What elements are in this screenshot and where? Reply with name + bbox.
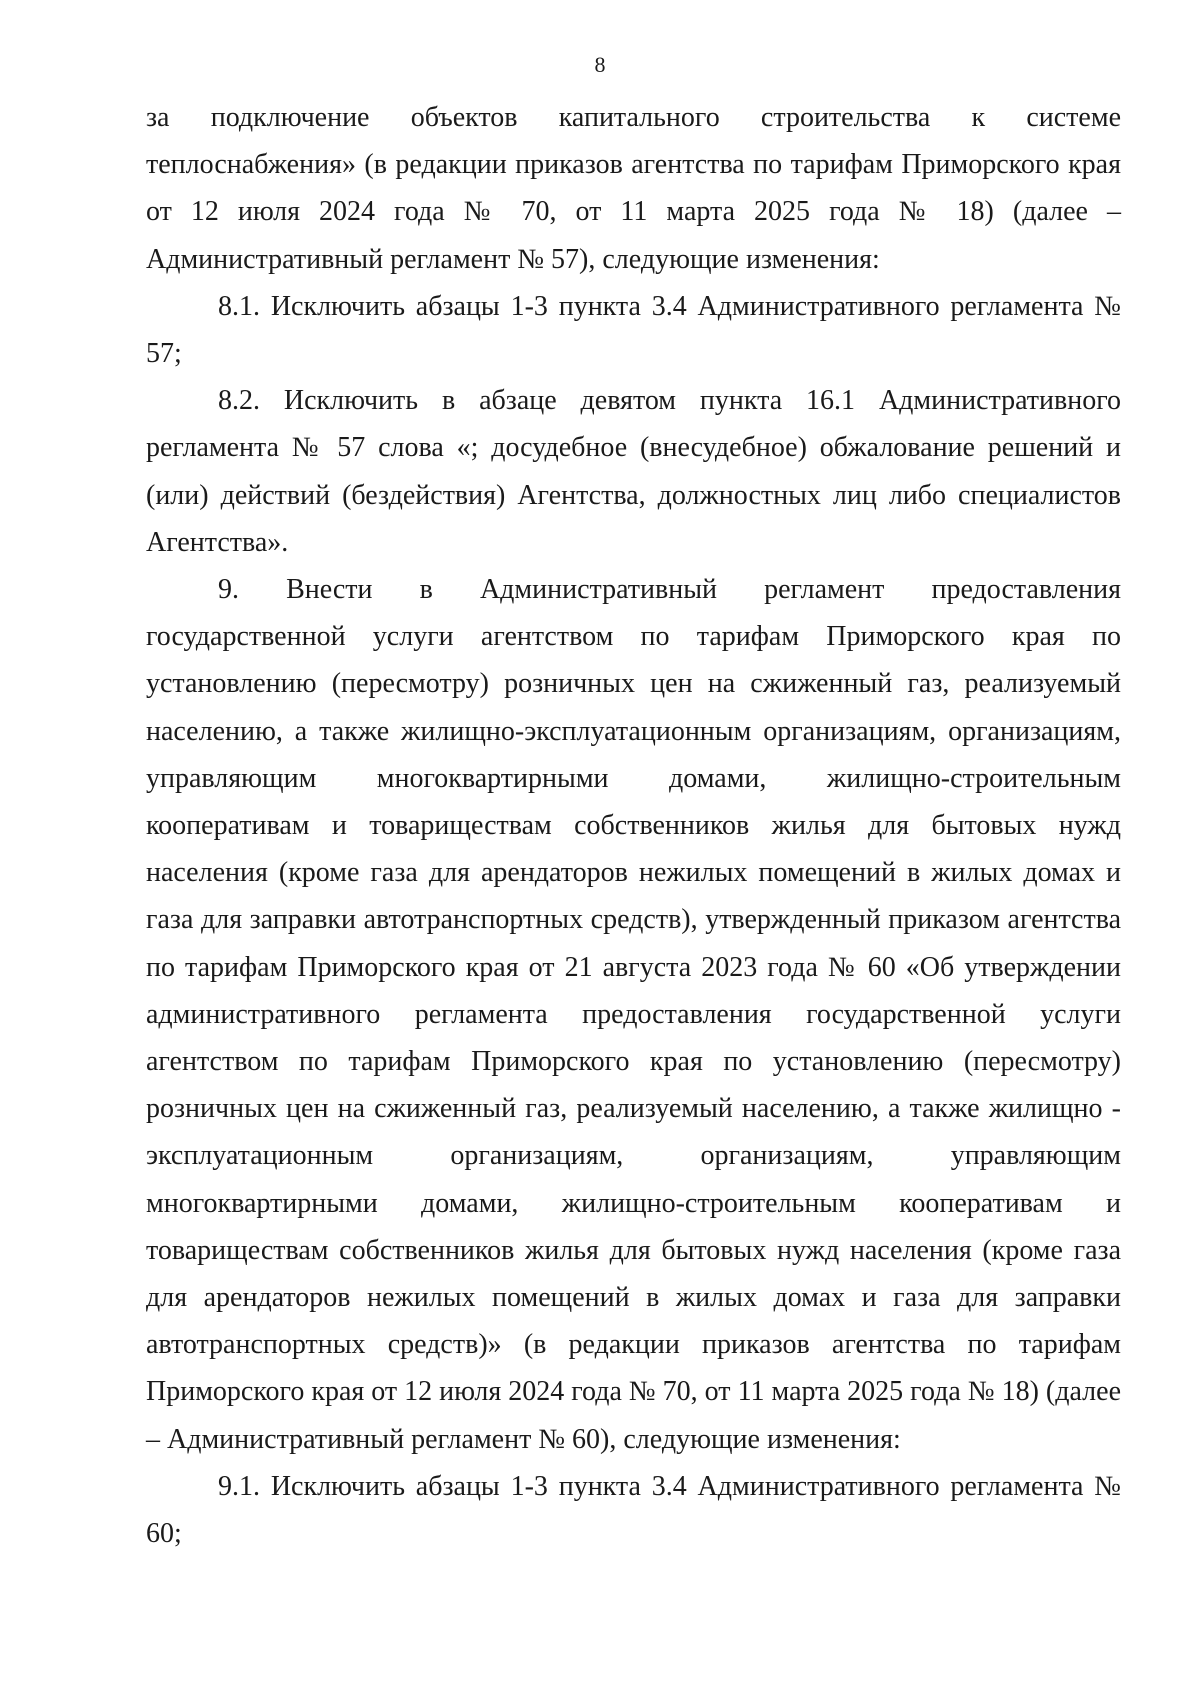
page-number: 8 — [594, 52, 606, 77]
paragraph-9: 9. Внести в Административный регламент предоставления государственной услуги агентством по тарифам Приморского края по установлению (пересмотру) розничных цен на сжиженный газ, реализуемый населению, а также жилищно-эксплуатационным организациям, организациям, управляющим многоквартирными домами, жилищно-строительным кооперативам и товариществам собственников жилья для бытовых нужд населения (кроме газа для арендаторов нежилых помещений в жилых домах и газа для заправки автотранспортных средств), утвержденный приказом агентства по тарифам Приморского края от 21 августа 2023 года № 60 «Об утверждении административного регламента предоставления государственной услуги агентством по тарифам Приморского края по установлению (пересмотру) розничных цен на сжиженный газ, реализуемый населению, а также жилищно - эксплуатационным организациям, организациям, управляющим многоквартирными домами, жилищно-строительным кооперативам и товариществам собственников жилья для бытовых нужд населения (кроме газа для арендаторов нежилых помещений в жилых домах и газа для заправки автотранспортных средств)» (в редакции приказов агентства по тарифам Приморского края от 12 июля 2024 года № 70, от 11 марта 2025 года № 18) (далее – Административный регламент № 60), следующие изменения: — [146, 574, 1121, 1455]
paragraph-9-1: 9.1. Исключить абзацы 1-3 пункта 3.4 Административного регламента № 60; — [146, 1470, 1121, 1550]
paragraph-8-1: 8.1. Исключить абзацы 1-3 пункта 3.4 Административного регламента № 57; — [146, 290, 1121, 370]
paragraph-8-2: 8.2. Исключить в абзаце девятом пункта 16.1 Административного регламента № 57 слова «; досудебное (внесудебное) обжалование решений и (или) действий (бездействия) Агентства, должностных лиц либо специалистов Агентства». — [146, 385, 1121, 558]
document-body — [146, 94, 1121, 1557]
paragraph-continuation: за подключение объектов капитального строительства к системе теплоснабжения» (в редакции приказов агентства по тарифам Приморского края от 12 июля 2024 года № 70, от 11 марта 2025 года № 18) (далее – Административный регламент № 57), следующие изменения: — [146, 102, 1121, 275]
